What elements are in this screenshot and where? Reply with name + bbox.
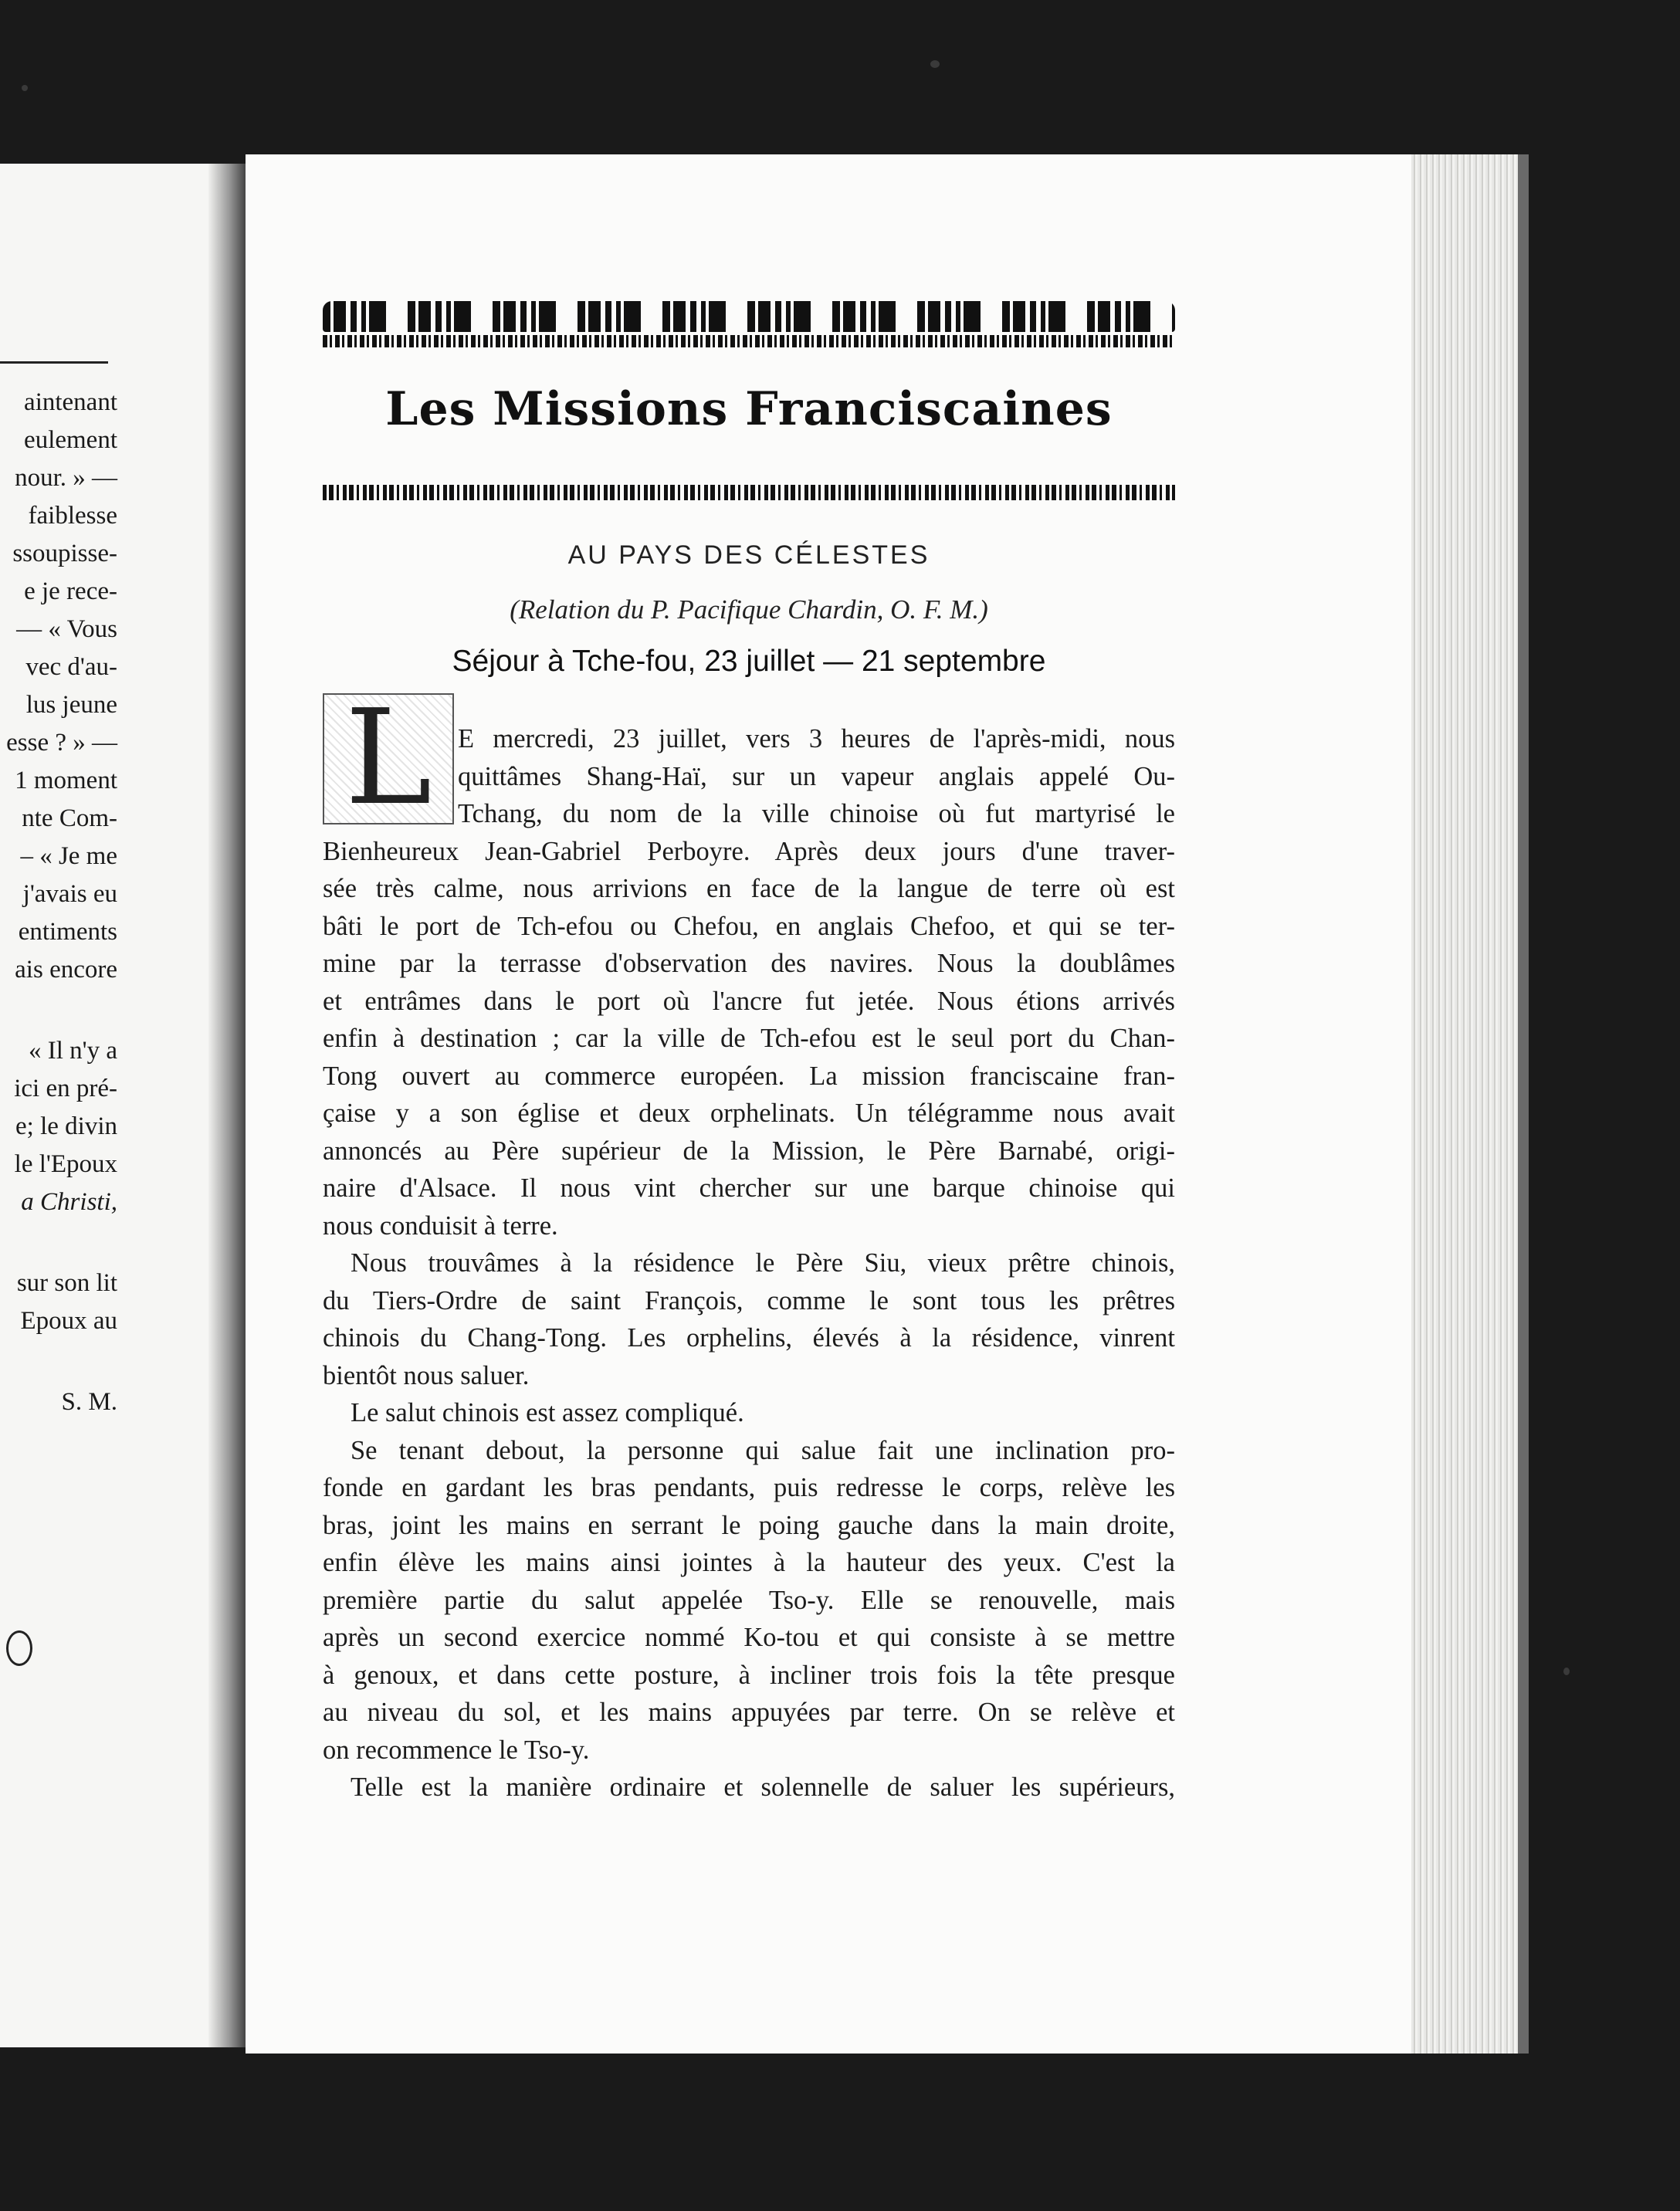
body-line: du Tiers-Ordre de saint François, comme le sont tous les prêtres (323, 1285, 1175, 1315)
left-page-line: a Christi, (21, 1188, 117, 1216)
left-page-line: vec d'au- (25, 653, 117, 681)
left-page-line: lus jeune (25, 691, 117, 719)
left-page-gap (0, 1221, 225, 1265)
fleuron-row (323, 301, 1175, 332)
left-page-line: faiblesse (28, 502, 117, 530)
drop-cap-letter: L (344, 682, 432, 835)
body-line: quittâmes Shang-Haï, sur un vapeur anglais appelé Ou- (458, 761, 1175, 791)
body-line: enfin à destination ; car la ville de Tch-efou est le seul port du Chan- (323, 1024, 1175, 1053)
ornament-band (323, 335, 1175, 347)
page-header-title: Les Missions Franciscaines (385, 382, 1113, 436)
body-line: Tong ouvert au commerce européen. La mission franciscaine fran- (323, 1061, 1175, 1091)
body-line: Le salut chinois est assez compliqué. (351, 1398, 744, 1427)
body-line: E mercredi, 23 juillet, vers 3 heures de l'après-midi, nous (458, 724, 1175, 753)
left-page-line: 1 moment (15, 767, 117, 794)
title-divider-ornament (323, 485, 1175, 502)
left-page-gap (0, 989, 225, 1032)
left-page-line: eulement (24, 426, 117, 454)
left-page-line: – « Je me (20, 842, 117, 870)
left-page-line: Epoux au (20, 1307, 117, 1335)
left-page-text (0, 384, 225, 1421)
top-ornament-border (323, 301, 1175, 347)
body-line: naire d'Alsace. Il nous vint chercher sur une barque chinoise qui (323, 1173, 1175, 1203)
page-stack-shadow (1518, 154, 1529, 2054)
left-page-gap (0, 1340, 225, 1383)
body-line: Nous trouvâmes à la résidence le Père Siu, vieux prêtre chinois, (351, 1248, 1175, 1278)
left-page-line: entiments (18, 918, 117, 946)
body-line: enfin élève les mains ainsi jointes à la hauteur des yeux. C'est la (323, 1548, 1175, 1577)
body-line: première partie du salut appelée Tso-y. Elle se renouvelle, mais (323, 1585, 1175, 1615)
background-speck (930, 60, 940, 68)
left-page-line: « Il n'y a (28, 1037, 117, 1065)
left-page-line: ssoupisse- (12, 540, 117, 567)
left-page-line: esse ? » — (6, 729, 117, 757)
left-page-line: — « Vous (16, 615, 117, 643)
body-line: nous conduisit à terre. (323, 1210, 558, 1241)
previous-page (0, 164, 230, 2047)
left-page-line: nour. » — (15, 464, 117, 492)
left-page-rule (0, 361, 108, 364)
background-speck (1563, 1668, 1570, 1675)
body-line: mine par la terrasse d'observation des navires. Nous la doublâmes (323, 949, 1175, 978)
section-title: AU PAYS DES CÉLESTES (567, 540, 930, 570)
left-page-line: ici en pré- (14, 1075, 117, 1102)
body-line: fonde en gardant les bras pendants, puis redresse le corps, relève les (323, 1473, 1175, 1502)
left-page-line: S. M. (61, 1388, 117, 1416)
body-line: on recommence le Tso-y. (323, 1735, 590, 1765)
body-line: çaise y a son église et deux orphelinats. Un télégramme nous avait (323, 1099, 1175, 1128)
book-gutter (208, 164, 246, 2047)
body-line: annoncés au Père supérieur de la Mission, le Père Barnabé, origi- (323, 1136, 1175, 1166)
body-line: chinois du Chang-Tong. Les orphelins, élevés à la résidence, vinrent (323, 1323, 1175, 1353)
body-line: sée très calme, nous arrivions en face de la langue de terre où est (323, 874, 1175, 903)
left-page-line: sur son lit (16, 1269, 117, 1297)
page-stack-edge (1405, 154, 1529, 2054)
byline: (Relation du P. Pacifique Chardin, O. F. M.) (510, 594, 988, 625)
left-page-line: le l'Epoux (14, 1150, 117, 1178)
body-line: à genoux, et dans cette posture, à incliner trois fois la tête presque (323, 1660, 1175, 1690)
body-line: Telle est la manière ordinaire et solennelle de saluer les supérieurs, (351, 1773, 1175, 1802)
left-page-line: aintenant (24, 388, 117, 416)
ink-mark (6, 1630, 32, 1666)
left-page-line: ais encore (15, 956, 117, 984)
body-line: après un second exercice nommé Ko-tou et qui consiste à se mettre (323, 1623, 1175, 1652)
body-line: au niveau du sol, et les mains appuyées par terre. On se relève et (323, 1698, 1175, 1727)
body-line: bientôt nous saluer. (323, 1360, 530, 1390)
body-line: Tchang, du nom de la ville chinoise où fut martyrisé le (458, 799, 1175, 828)
ornament-band (323, 485, 1175, 500)
body-line: bâti le port de Tch-efou ou Chefou, en anglais Chefoo, et qui se ter- (323, 911, 1175, 941)
article-subtitle: Séjour à Tche-fou, 23 juillet — 21 septembre (452, 645, 1046, 678)
left-page-line: j'avais eu (22, 880, 117, 908)
body-line: Se tenant debout, la personne qui salue fait une inclination pro- (351, 1435, 1175, 1465)
left-page-line: e; le divin (15, 1112, 117, 1140)
article-body (323, 720, 1175, 1806)
body-line: et entrâmes dans le port où l'ancre fut jetée. Nous étions arrivés (323, 986, 1175, 1016)
left-page-line: e je rece- (24, 577, 117, 605)
body-line: Bienheureux Jean-Gabriel Perboyre. Après deux jours d'une traver- (323, 836, 1175, 866)
left-page-line: nte Com- (22, 804, 117, 832)
body-line: bras, joint les mains en serrant le poing gauche dans la main droite, (323, 1510, 1175, 1540)
background-speck (22, 85, 28, 91)
